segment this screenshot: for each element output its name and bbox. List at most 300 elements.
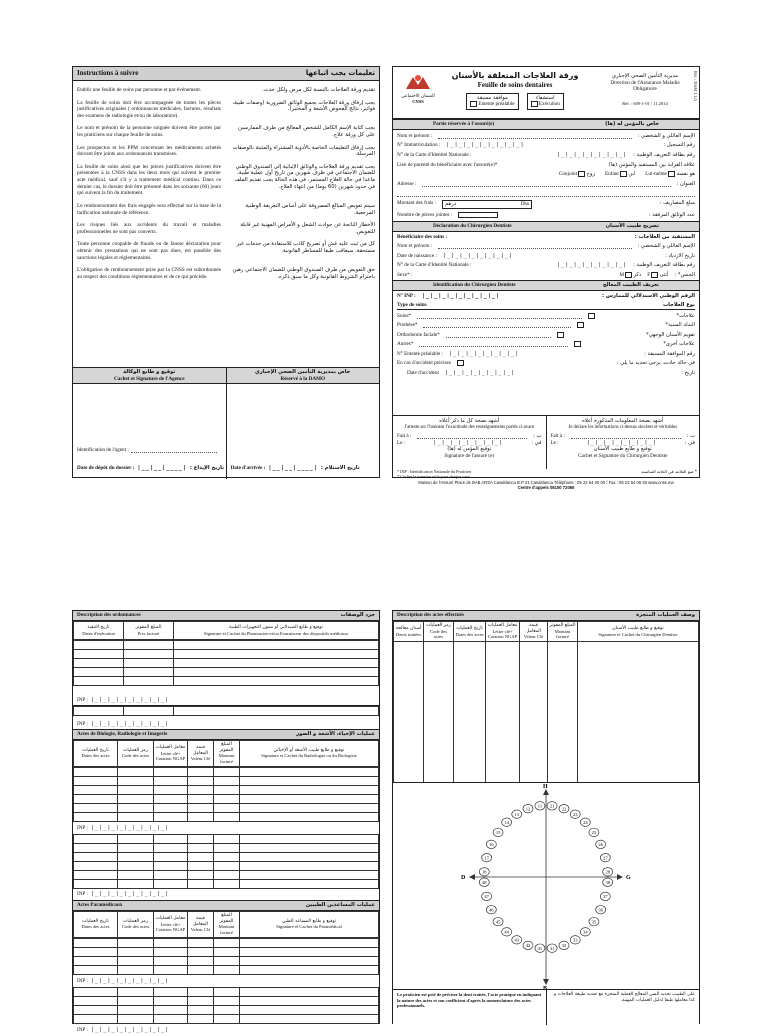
table-cell[interactable] <box>188 813 214 822</box>
table-cell[interactable] <box>240 997 379 1006</box>
agency-stamp-box[interactable] <box>73 368 227 479</box>
upper-tooth[interactable] <box>600 854 610 862</box>
tooth-number: 36 <box>598 907 603 913</box>
table-cell[interactable] <box>188 862 214 871</box>
table-cell[interactable] <box>240 768 379 777</box>
column-header: المبلغ المفوتر Prix facturé <box>124 622 174 640</box>
name-field[interactable] <box>438 133 631 139</box>
column-header: قيمة المعامل Valeur Clé <box>188 741 214 767</box>
table-cell[interactable] <box>174 668 379 677</box>
table-cell[interactable] <box>214 844 240 853</box>
instruction-ar: يجب كتابة الإسم الكامل للشخص المعالج من طرف الممارسين على كل ورقة علاج. <box>238 125 375 139</box>
table-cell[interactable] <box>74 1006 118 1015</box>
option-execution[interactable]: استشفاء Exécution <box>527 93 564 110</box>
table-cell[interactable] <box>124 641 174 650</box>
upper-tooth[interactable] <box>596 840 606 848</box>
cnss-address: Maison de l'Assuré Place de BAB ARSA Casablanca B.P 21 Casablanca Téléphone : 05 22 54 00 00 / Fax : 05 22 54 06 93 www.cnss.ma <box>418 480 674 485</box>
opt-enfant[interactable]: Enfant ابن <box>604 171 636 178</box>
table-cell[interactable] <box>154 853 188 862</box>
table-cell[interactable] <box>188 804 214 813</box>
lower-tooth[interactable] <box>502 928 512 936</box>
lower-tooth[interactable] <box>600 892 610 900</box>
note-ar: على الطبيب تحديد السن المعالج العملية المنجزة مع تحديد طبيعة العلاجات و كذا معاملها طبقا لدليل العمليات المهنية. <box>553 992 695 1003</box>
lower-tooth[interactable] <box>559 941 569 949</box>
lower-tooth[interactable] <box>523 941 533 949</box>
table-cell[interactable] <box>240 939 379 948</box>
column-header: توقيع و طابع طبيب الأشعة أو الإحيائي Signature et Cachet du Radiologue ou du Biologiste <box>240 741 379 767</box>
table-cell[interactable] <box>154 813 188 822</box>
table-cell[interactable] <box>240 966 379 975</box>
lower-tooth[interactable] <box>596 906 606 914</box>
table-cell[interactable] <box>240 1006 379 1015</box>
chart-label-g: G <box>626 875 631 882</box>
instruction-fr: Le nom et prénom de la personne soignée doivent être portés par les praticiens sur chaque feuille de soins. <box>77 125 221 139</box>
upper-tooth[interactable] <box>580 818 590 826</box>
arrivee-label-ar: تاريخ الاستلام : <box>320 464 360 471</box>
depot-date-field[interactable]: |__|__|____| <box>137 464 187 471</box>
column-header: تاريخ العمليات Dates des actes <box>74 741 118 767</box>
upper-tooth[interactable] <box>547 802 557 810</box>
table-cell[interactable] <box>154 786 188 795</box>
table-cell[interactable] <box>118 939 154 948</box>
column-header: توقيع و طابع المساعد الطبي Signature et Cachet du Paramédical <box>240 912 379 938</box>
table-cell[interactable] <box>188 939 214 948</box>
table-cell[interactable] <box>118 795 154 804</box>
table-cell[interactable] <box>240 957 379 966</box>
instruction-fr: Les risques liés aux accidents du travail et maladies professionnelles ne sont pas couverts. <box>77 222 221 235</box>
table-cell[interactable] <box>214 853 240 862</box>
insured-section-bar: Partie réservée à l'assuré(e) خاص بالمؤمن له (ها) <box>393 119 699 130</box>
dental-chart[interactable] <box>393 783 699 991</box>
instructions-title-ar: تعليمات يجب اتباعها <box>305 69 375 78</box>
table-cell[interactable] <box>240 862 379 871</box>
table-cell[interactable] <box>188 853 214 862</box>
instruction-item <box>77 267 375 280</box>
table-cell[interactable] <box>188 871 214 880</box>
table-cell[interactable] <box>188 1015 214 1024</box>
table-cell[interactable] <box>74 853 118 862</box>
opt-m[interactable]: M ذكر <box>619 271 642 278</box>
table-cell[interactable] <box>214 795 240 804</box>
table-cell[interactable] <box>240 988 379 997</box>
table-cell[interactable] <box>74 777 118 786</box>
lower-tooth[interactable] <box>547 944 557 952</box>
signature-area <box>393 415 699 469</box>
table-cell[interactable] <box>124 650 174 659</box>
dental-form-panel <box>392 66 700 478</box>
tooth-number: 43 <box>514 937 520 943</box>
paramedical-inp-2: INP : |_|_|_|_|_|_|_|_|_| <box>77 1026 170 1033</box>
opt-conjoint[interactable]: Conjoint زوج <box>558 171 595 178</box>
opt-f[interactable]: F أنثى <box>647 271 669 278</box>
table-cell[interactable] <box>240 1015 379 1024</box>
lower-tooth[interactable] <box>589 918 599 926</box>
table-cell[interactable] <box>154 777 188 786</box>
cin2-field[interactable]: |_|_|_|_|_|_|_|_| <box>557 262 628 269</box>
lower-tooth[interactable] <box>479 878 489 886</box>
table-cell[interactable] <box>214 988 240 997</box>
upper-tooth[interactable] <box>479 868 489 876</box>
table-cell[interactable] <box>188 835 214 844</box>
table-cell[interactable] <box>154 997 188 1006</box>
biologie-inp-2: INP : |_|_|_|_|_|_|_|_|_| <box>73 889 379 901</box>
table-cell[interactable] <box>118 835 154 844</box>
pieces-field[interactable] <box>458 212 498 218</box>
tooth-number: 38 <box>605 880 610 886</box>
tooth-number: 12 <box>525 806 531 812</box>
upper-tooth[interactable] <box>482 854 492 862</box>
option-entente[interactable]: موافقة مسبقة Entente préalable <box>466 93 518 110</box>
table-cell[interactable] <box>118 813 154 822</box>
autres-checkbox[interactable] <box>574 341 581 347</box>
upper-tooth[interactable] <box>512 810 522 818</box>
tooth-number: 27 <box>603 855 608 861</box>
table-cell[interactable] <box>118 786 154 795</box>
form-title-ar: ورقة العلاجات المتعلقة بالأسنان <box>451 71 579 80</box>
ordonnances-bar: Description des ordonnances جرد الوصفات <box>73 611 379 621</box>
actes-header <box>393 621 699 642</box>
table-cell[interactable] <box>240 795 379 804</box>
table-cell[interactable] <box>74 677 124 686</box>
cnss-logo-icon <box>403 73 433 91</box>
table-cell[interactable] <box>74 1015 118 1024</box>
table-cell[interactable] <box>154 1015 188 1024</box>
table-cell[interactable] <box>214 813 240 822</box>
entente-field[interactable]: |_|_|_|_|_|_|_|_| <box>449 350 520 357</box>
table-cell[interactable] <box>214 871 240 880</box>
upper-tooth[interactable] <box>603 868 613 876</box>
table-cell[interactable] <box>118 1006 154 1015</box>
footnote-inp: * INP : Identification Nationale du Praticien <box>397 469 472 474</box>
instruction-item <box>77 241 375 261</box>
upper-tooth[interactable] <box>559 805 569 813</box>
ordonnances-rows-2[interactable] <box>73 706 379 716</box>
instruction-fr: La feuille de soins ainsi que les pièces justificatives doivent être présentées à la CNSS dans les deux mois qui suivent le premier acte médical, sauf s'il y a traitement médical continu. Dans ce dernier cas, le dossier doit être présenté dans les soixante (60) jours qui suivent la fin du traitement. <box>77 163 221 197</box>
table-cell[interactable] <box>74 795 118 804</box>
upper-tooth[interactable] <box>589 828 599 836</box>
tooth-number: 44 <box>504 929 509 935</box>
lower-tooth[interactable] <box>603 878 613 886</box>
tooth-number: 41 <box>537 946 543 952</box>
table-cell[interactable] <box>154 835 188 844</box>
table-cell[interactable] <box>188 1006 214 1015</box>
table-cell[interactable] <box>118 871 154 880</box>
table-cell[interactable] <box>74 641 124 650</box>
instruction-ar: تقديم ورقة العلاجات بالنسبة لكل مرض ولكل حدث. <box>262 87 375 93</box>
lower-tooth[interactable] <box>512 936 522 944</box>
actes-bar: Description des actes effectués وصف العمليات المنجزة <box>393 611 699 621</box>
table-cell[interactable] <box>188 997 214 1006</box>
name-label: Nom et prénom : <box>397 132 433 139</box>
tooth-number: 26 <box>598 842 603 848</box>
column-header: المبلغ المفوتر Montant facturé <box>548 622 578 642</box>
table-cell[interactable] <box>214 862 240 871</box>
form-ref: Réf. : 609-1-01 / 11.2014 <box>622 100 668 106</box>
table-cell[interactable] <box>214 1006 240 1015</box>
upper-tooth[interactable] <box>570 810 580 818</box>
table-cell[interactable] <box>74 948 118 957</box>
immat-field[interactable]: |_|_|_|_|_|_|_|_|_| <box>446 142 525 149</box>
table-cell[interactable] <box>74 939 118 948</box>
instruction-fr: Etablir une feuille de soins par personne et par événement. <box>77 87 202 93</box>
agent-label: Identification de l'agent : <box>77 446 129 453</box>
table-cell[interactable] <box>240 880 379 889</box>
note-fr: Le praticien est prié de préciser la dent traitée, l'acte pratiqué en indiquant la nature des actes et son coefficient d'après la nomenclature des actes professionnels. <box>393 990 547 1025</box>
org-name-fr: Direction de l'Assurance Maladie Obligatoire <box>610 79 680 92</box>
table-cell[interactable] <box>188 844 214 853</box>
tooth-number: 23 <box>572 812 578 818</box>
table-cell[interactable] <box>154 948 188 957</box>
damo-box[interactable] <box>227 368 380 479</box>
form-header <box>393 67 699 119</box>
table-cell[interactable] <box>214 880 240 889</box>
table-cell[interactable] <box>154 804 188 813</box>
lower-tooth[interactable] <box>535 944 545 952</box>
adresse-field[interactable] <box>422 181 670 187</box>
table-cell[interactable] <box>154 795 188 804</box>
upper-tooth[interactable] <box>493 828 503 836</box>
table-cell[interactable] <box>188 777 214 786</box>
tooth-number: 28 <box>605 869 610 875</box>
table-cell[interactable] <box>188 948 214 957</box>
chart-arrow-right <box>617 874 623 880</box>
table-cell[interactable] <box>188 957 214 966</box>
column-header: رمز العمليات Code des actes <box>118 912 154 938</box>
table-cell[interactable] <box>74 997 118 1006</box>
table-cell[interactable] <box>174 641 379 650</box>
instructions-panel <box>72 66 380 478</box>
table-cell[interactable] <box>154 880 188 889</box>
damo-title-fr: Réservé à la DAMO <box>280 375 325 382</box>
lower-tooth[interactable] <box>482 892 492 900</box>
upper-tooth[interactable] <box>486 840 496 848</box>
table-cell[interactable] <box>154 957 188 966</box>
table-cell[interactable] <box>74 871 118 880</box>
table-cell[interactable] <box>118 768 154 777</box>
table-cell[interactable] <box>74 804 118 813</box>
table-cell[interactable] <box>118 988 154 997</box>
arrivee-date-field[interactable]: |__|__|____| <box>268 464 318 471</box>
inp-field[interactable]: |_|_|_|_|_|_|_|_|_| <box>421 292 501 299</box>
declaration-section: Bénéficiaire des soins : المستفيد من العلاجات : Nom et prénom : الإسم العائلي و الشخصي : Date de naissance : |_|_|_|_|_|_|_|_| تاريخ الازدياد : N° de la Carte d'Identité Nationale : |_|_|_|_|_|_|_|_| رقم بطاقة التعريف الوطنية : Sexe* : M ذكر F أنثى الجنس* : <box>397 233 695 278</box>
biologie-inp: INP : |_|_|_|_|_|_|_|_|_| <box>77 824 170 831</box>
declaration-bar: Déclaration du Chirurgien Dentiste تصريح طبيب الأسنان <box>393 221 699 232</box>
instruction-ar: حق التعويض من طرف الصندوق الوطني للضمان الاجتماعي رهين باحترام الشروط القانونية وكل ما سبق ذكره. <box>232 267 375 280</box>
lower-tooth[interactable] <box>493 918 503 926</box>
tooth-number: 47 <box>484 894 489 900</box>
table-cell[interactable] <box>214 768 240 777</box>
table-cell[interactable] <box>74 862 118 871</box>
actes-rows[interactable] <box>393 642 699 782</box>
table-cell[interactable] <box>214 948 240 957</box>
table-cell[interactable] <box>154 871 188 880</box>
biologie-rows[interactable] <box>73 767 379 822</box>
table-cell[interactable] <box>118 844 154 853</box>
table-cell[interactable] <box>154 988 188 997</box>
paramedical-rows[interactable] <box>73 938 379 975</box>
table-cell[interactable] <box>74 813 118 822</box>
chart-arrow-down <box>543 979 549 985</box>
lower-tooth[interactable] <box>486 906 496 914</box>
actes-note <box>393 989 699 1025</box>
benef-name-field[interactable] <box>438 243 631 249</box>
prothese-checkbox[interactable] <box>577 322 584 328</box>
ordonnances-header <box>73 621 379 640</box>
table-cell[interactable] <box>154 768 188 777</box>
table-cell[interactable] <box>154 966 188 975</box>
ordonnances-rows-1[interactable] <box>73 640 379 686</box>
table-cell[interactable] <box>118 948 154 957</box>
table-cell[interactable] <box>154 939 188 948</box>
naissance-field[interactable]: |_|_|_|_|_|_|_|_| <box>442 252 513 259</box>
column-header: معامل العمليات Lettre clé+ Cotation NGAP <box>154 741 188 767</box>
table-cell[interactable] <box>118 804 154 813</box>
instructions-title-fr: Instructions à suivre <box>77 69 139 78</box>
lower-tooth[interactable] <box>570 936 580 944</box>
paramedical-bar: Actes Paramédicaux عمليات المساعدين الطبيين <box>73 901 379 911</box>
table-cell[interactable] <box>214 835 240 844</box>
instruction-ar: يجب إرفاق التعليمات الخاصة بالأدوية المشتراة والمثبتة بالوصفات المرسلة. <box>232 144 375 158</box>
table-cell[interactable] <box>74 957 118 966</box>
table-cell[interactable] <box>214 1015 240 1024</box>
instructions-header <box>73 67 379 81</box>
paramedical-rows-2[interactable] <box>73 987 379 1024</box>
table-cell[interactable] <box>214 966 240 975</box>
chart-label-b: B <box>543 986 548 993</box>
instruction-ar: الأخطار الناتجة عن حوادث الشغل و الأمراض المهنية غير قابلة للتعويض. <box>240 222 375 235</box>
table-cell[interactable] <box>214 957 240 966</box>
column-header: قيمة المعامل Valeur Clé <box>520 622 548 642</box>
tooth-number: 31 <box>549 946 555 952</box>
table-cell[interactable] <box>118 853 154 862</box>
table-cell[interactable] <box>188 795 214 804</box>
table-cell[interactable] <box>124 707 174 716</box>
table-cell[interactable] <box>174 677 379 686</box>
table-cell[interactable] <box>214 939 240 948</box>
table-cell[interactable] <box>124 677 174 686</box>
soins-checkbox[interactable] <box>588 313 595 319</box>
table-cell[interactable] <box>188 988 214 997</box>
assure-signature-box[interactable]: أشهد بصحة كل ما ذكر أعلاه J'atteste sur l'honneur l'exactitude des renseignements portés ci-avant Fait à : ب : Le : |_|_|_|_|_|_|_|_| في : توقيع المؤمن له (ها) Signature de l'assuré (e) <box>393 416 547 469</box>
table-cell[interactable] <box>188 768 214 777</box>
table-cell[interactable] <box>240 844 379 853</box>
instruction-item <box>77 100 375 120</box>
table-cell[interactable] <box>118 997 154 1006</box>
call-center: Centre d'appels 08100 72066 <box>517 485 575 490</box>
table-cell[interactable] <box>118 777 154 786</box>
table-cell[interactable] <box>240 835 379 844</box>
table-cell[interactable] <box>124 668 174 677</box>
ortho-checkbox[interactable] <box>557 332 564 338</box>
table-cell[interactable] <box>74 835 118 844</box>
tooth-number: 25 <box>591 830 597 836</box>
table-cell[interactable] <box>240 804 379 813</box>
table-cell[interactable] <box>118 862 154 871</box>
column-header: تاريخ العمليات Dates des actes <box>74 912 118 938</box>
column-header: رمز العمليات Code des actes <box>118 741 154 767</box>
table-cell[interactable] <box>118 957 154 966</box>
depot-label-ar: تاريخ الإيداع : <box>189 464 225 471</box>
identification-section: N° INP : |_|_|_|_|_|_|_|_|_| الرقم الوطني الاستدلالي للممارس : Type de soins نوع العلاجات Soins* علاجات* Prothèse* البدلة السنية* Orthodontie faciale* تقويم الأسنان الوجهي* Autres* علاجات أخرى* N° Entente préalable : |_|_|_|_|_|_|_|_| رقم الموافقة المسبقة : En cas d'accident précisez في حالة حادث، يرجى تحديد ما يلي : Date d'accident |_|_|_|_|_|_|_|_| تاريخ : <box>397 292 695 376</box>
table-cell[interactable] <box>188 966 214 975</box>
accident-checkbox[interactable] <box>457 360 464 366</box>
instruction-ar: سيتم تعويض المبالغ المصروفة على أساس التعريفة الوطنية المرجعية. <box>245 202 375 216</box>
upper-tooth[interactable] <box>535 802 545 810</box>
table-cell[interactable] <box>74 880 118 889</box>
table-cell[interactable] <box>74 668 124 677</box>
table-cell[interactable] <box>118 880 154 889</box>
tooth-number: 11 <box>537 803 543 809</box>
table-cell[interactable] <box>74 988 118 997</box>
table-cell[interactable] <box>214 786 240 795</box>
dentist-signature-box[interactable]: أشهد بصحة المعلومات المذكورة أعلاه Je déclare les informations ci-dessus sincères et véritables Fait à : ب : Le : |_|_|_|_|_|_|_|_| في : توقيع و طابع طبيب الأسنان Cachet et Signature du Chirurgien Dentiste <box>550 418 695 459</box>
lower-tooth[interactable] <box>580 928 590 936</box>
tooth-number: 42 <box>525 943 531 949</box>
table-cell[interactable] <box>214 997 240 1006</box>
column-header: معامل العمليات Lettre clé+ Cotation NGAP <box>154 912 188 938</box>
logo-text-ar: الضمان الاجتماعي <box>401 93 435 99</box>
table-cell[interactable] <box>174 707 379 716</box>
side-code: Réf. : DAM 1.1.0 <box>693 71 698 101</box>
tooth-number: 21 <box>549 803 555 809</box>
upper-tooth[interactable] <box>523 805 533 813</box>
table-cell[interactable] <box>174 659 379 668</box>
table-cell[interactable] <box>188 786 214 795</box>
table-cell[interactable] <box>240 813 379 822</box>
table-cell[interactable] <box>74 844 118 853</box>
dental-chart-area <box>393 782 699 993</box>
table-cell[interactable] <box>124 659 174 668</box>
table-cell[interactable] <box>74 966 118 975</box>
table-cell[interactable] <box>74 707 124 716</box>
table-cell[interactable] <box>214 777 240 786</box>
table-cell[interactable] <box>74 768 118 777</box>
table-cell[interactable] <box>154 862 188 871</box>
table-cell[interactable] <box>188 880 214 889</box>
date-accident-field[interactable]: |_|_|_|_|_|_|_|_| <box>444 369 515 376</box>
biologie-rows-2[interactable] <box>73 834 379 889</box>
table-cell[interactable] <box>74 659 124 668</box>
instruction-item <box>77 125 375 138</box>
column-header: رمز العمليات Code des actes <box>424 622 454 642</box>
depot-label: Date de dépôt du dossier : <box>77 464 135 471</box>
table-cell[interactable] <box>118 966 154 975</box>
table-cell[interactable] <box>214 804 240 813</box>
table-cell[interactable] <box>240 948 379 957</box>
arrivee-label: Date d'arrivée : <box>230 464 266 471</box>
tooth-number: 48 <box>482 880 487 886</box>
opt-lui-meme[interactable]: Lui-même هو نفسه <box>645 171 695 178</box>
tooth-number: 33 <box>572 937 578 943</box>
upper-tooth[interactable] <box>502 818 512 826</box>
table-cell[interactable] <box>74 786 118 795</box>
table-cell[interactable] <box>174 650 379 659</box>
table-cell[interactable] <box>118 1015 154 1024</box>
footnote-cocher: * Cocher la mention utile pour chaque case <box>397 474 470 480</box>
table-cell[interactable] <box>240 853 379 862</box>
table-cell[interactable] <box>240 871 379 880</box>
cin-field[interactable]: |_|_|_|_|_|_|_|_| <box>557 151 628 158</box>
montant-field[interactable]: درهم Dhs <box>442 200 532 209</box>
instruction-fr: Toute personne coupable de fraude ou de fausse déclaration pour obtenir des prestations qui ne sont pas dues, est passible des sanctions légales et réglementaires. <box>77 241 221 261</box>
table-cell[interactable] <box>74 650 124 659</box>
table-cell[interactable] <box>154 1006 188 1015</box>
chart-label-d: D <box>461 875 466 882</box>
table-cell[interactable] <box>154 844 188 853</box>
instruction-item <box>77 145 375 158</box>
table-cell[interactable] <box>240 777 379 786</box>
table-cell[interactable] <box>240 786 379 795</box>
